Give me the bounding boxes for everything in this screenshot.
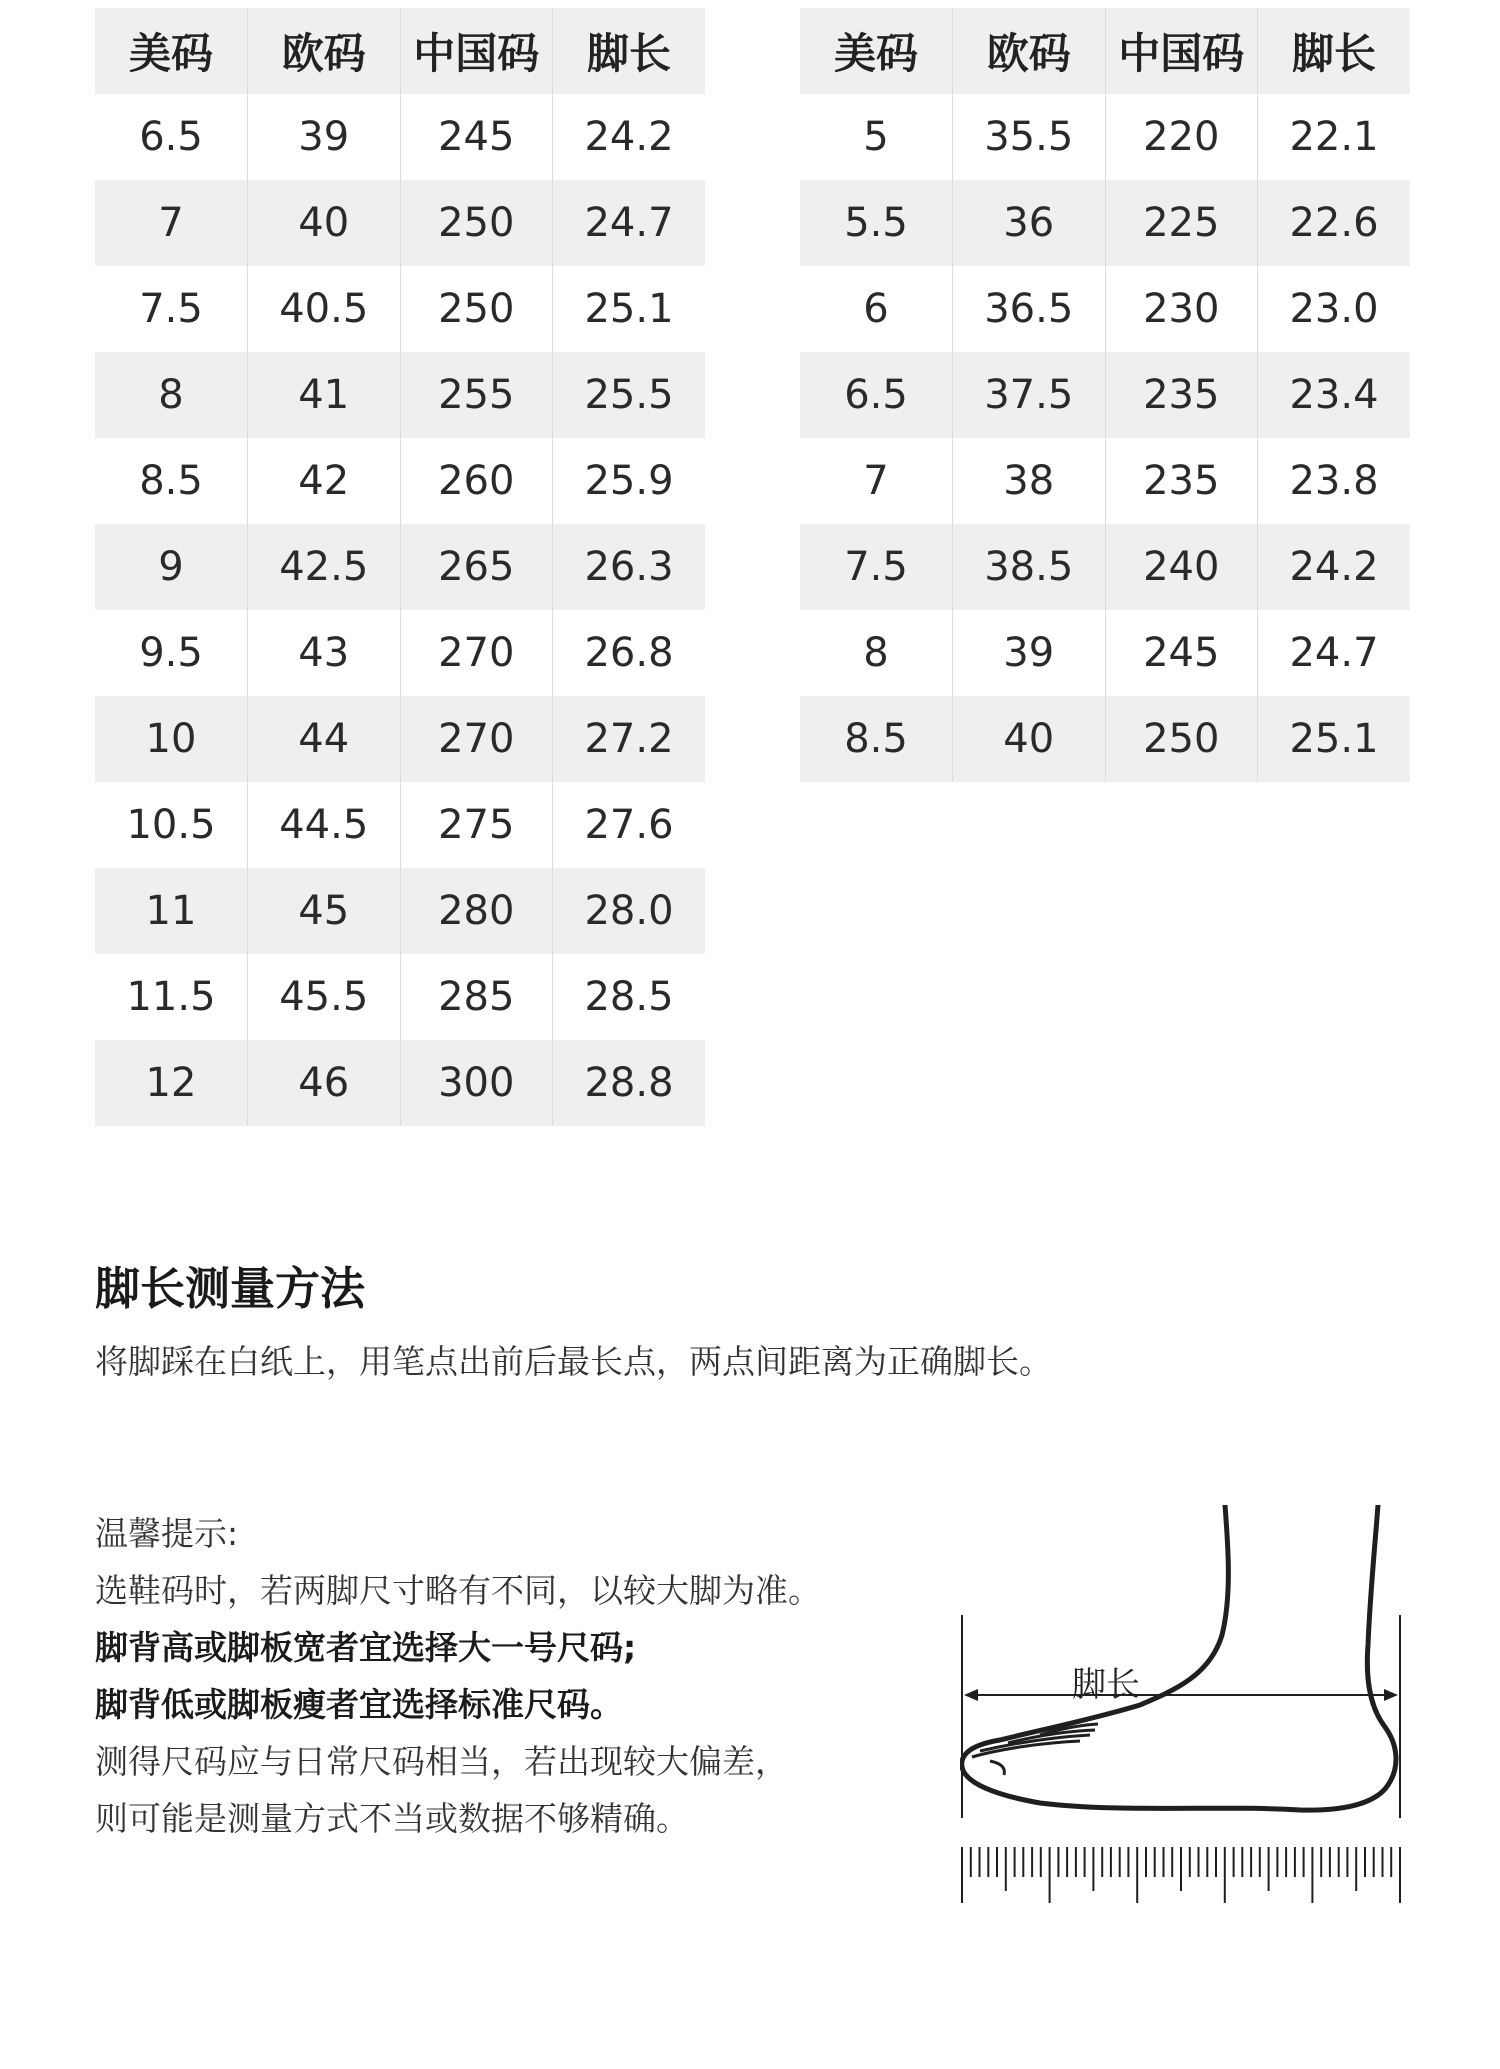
- table-cell: 23.8: [1258, 438, 1411, 524]
- table-cell: 7: [800, 438, 953, 524]
- table-cell: 24.7: [553, 180, 706, 266]
- table-cell: 26.8: [553, 610, 706, 696]
- table-header-row: [95, 8, 705, 94]
- table-cell: 10.5: [95, 782, 248, 868]
- tips-line-3: 脚背低或脚板瘦者宜选择标准尺码。: [95, 1685, 623, 1724]
- foot-measurement-icon: [960, 1505, 1430, 1905]
- table-cell: 25.5: [553, 352, 706, 438]
- table-cell: 235: [1105, 438, 1258, 524]
- table-row: [95, 180, 705, 266]
- table-row: [95, 782, 705, 868]
- tips-line-1: 选鞋码时，若两脚尺寸略有不同，以较大脚为准。: [95, 1571, 821, 1610]
- table-row: [800, 610, 1410, 696]
- table-cell: 45.5: [248, 954, 401, 1040]
- table-cell: 8: [800, 610, 953, 696]
- column-header: 中国码: [400, 8, 553, 94]
- table-cell: 280: [400, 868, 553, 954]
- table-cell: 9: [95, 524, 248, 610]
- table-cell: 270: [400, 696, 553, 782]
- table-row: [95, 352, 705, 438]
- table-row: [800, 94, 1410, 180]
- table-row: [95, 954, 705, 1040]
- table-cell: 245: [400, 94, 553, 180]
- table-cell: 40.5: [248, 266, 401, 352]
- column-header: 脚长: [1258, 8, 1411, 94]
- table-cell: 7.5: [95, 266, 248, 352]
- table-cell: 24.2: [1258, 524, 1411, 610]
- table-row: [800, 266, 1410, 352]
- table-cell: 25.9: [553, 438, 706, 524]
- table-cell: 7: [95, 180, 248, 266]
- table-row: [800, 352, 1410, 438]
- table-row: [95, 696, 705, 782]
- table-cell: 225: [1105, 180, 1258, 266]
- column-header: 脚长: [553, 8, 706, 94]
- table-cell: 270: [400, 610, 553, 696]
- table-cell: 260: [400, 438, 553, 524]
- table-cell: 44: [248, 696, 401, 782]
- size-table-women: [800, 8, 1410, 782]
- table-row: [800, 180, 1410, 266]
- table-row: [95, 1040, 705, 1126]
- table-cell: 255: [400, 352, 553, 438]
- table-cell: 42.5: [248, 524, 401, 610]
- table-row: [95, 266, 705, 352]
- table-cell: 6: [800, 266, 953, 352]
- table-cell: 22.1: [1258, 94, 1411, 180]
- tips-line-5: 则可能是测量方式不当或数据不够精确。: [95, 1799, 689, 1838]
- table-cell: 25.1: [553, 266, 706, 352]
- ruler: [962, 1847, 1400, 1903]
- column-header: 美码: [95, 8, 248, 94]
- table-row: [800, 438, 1410, 524]
- size-table-men: [95, 8, 705, 1126]
- table-cell: 36.5: [953, 266, 1106, 352]
- table-cell: 27.6: [553, 782, 706, 868]
- table-cell: 28.8: [553, 1040, 706, 1126]
- table-row: [95, 610, 705, 696]
- tips-title: 温馨提示:: [95, 1514, 239, 1553]
- table-cell: 38.5: [953, 524, 1106, 610]
- table-cell: 36: [953, 180, 1106, 266]
- table-cell: 250: [400, 180, 553, 266]
- table-cell: 9.5: [95, 610, 248, 696]
- table-cell: 220: [1105, 94, 1258, 180]
- table-cell: 35.5: [953, 94, 1106, 180]
- table-cell: 22.6: [1258, 180, 1411, 266]
- table-row: [800, 524, 1410, 610]
- table-cell: 250: [400, 266, 553, 352]
- table-cell: 28.5: [553, 954, 706, 1040]
- table-cell: 28.0: [553, 868, 706, 954]
- table-cell: 24.2: [553, 94, 706, 180]
- table-cell: 300: [400, 1040, 553, 1126]
- table-cell: 5.5: [800, 180, 953, 266]
- table-cell: 8.5: [800, 696, 953, 782]
- table-cell: 43: [248, 610, 401, 696]
- table-cell: 40: [248, 180, 401, 266]
- table-body: [95, 94, 705, 1126]
- table-cell: 44.5: [248, 782, 401, 868]
- table-cell: 245: [1105, 610, 1258, 696]
- table-body: [800, 94, 1410, 782]
- tips-line-4: 测得尺码应与日常尺码相当，若出现较大偏差，: [95, 1742, 788, 1781]
- table-cell: 250: [1105, 696, 1258, 782]
- foot-outline: [962, 1505, 1396, 1810]
- table-cell: 45: [248, 868, 401, 954]
- table-cell: 46: [248, 1040, 401, 1126]
- table-cell: 39: [248, 94, 401, 180]
- table-row: [95, 94, 705, 180]
- table-cell: 24.7: [1258, 610, 1411, 696]
- measure-description: 将脚踩在白纸上，用笔点出前后最长点，两点间距离为正确脚长。: [95, 1342, 1052, 1381]
- measure-title: 脚长测量方法: [95, 1262, 366, 1315]
- table-cell: 39: [953, 610, 1106, 696]
- table-cell: 26.3: [553, 524, 706, 610]
- table-cell: 12: [95, 1040, 248, 1126]
- table-cell: 37.5: [953, 352, 1106, 438]
- column-header: 欧码: [248, 8, 401, 94]
- table-cell: 235: [1105, 352, 1258, 438]
- table-cell: 7.5: [800, 524, 953, 610]
- table-row: [95, 868, 705, 954]
- table-cell: 23.4: [1258, 352, 1411, 438]
- table-cell: 275: [400, 782, 553, 868]
- table-cell: 8: [95, 352, 248, 438]
- table-cell: 11: [95, 868, 248, 954]
- table-cell: 42: [248, 438, 401, 524]
- table-cell: 6.5: [800, 352, 953, 438]
- table-cell: 230: [1105, 266, 1258, 352]
- column-header: 美码: [800, 8, 953, 94]
- table-cell: 8.5: [95, 438, 248, 524]
- table-cell: 38: [953, 438, 1106, 524]
- table-row: [95, 438, 705, 524]
- table-cell: 40: [953, 696, 1106, 782]
- table-cell: 25.1: [1258, 696, 1411, 782]
- tips-section: [95, 1505, 955, 1847]
- table-cell: 6.5: [95, 94, 248, 180]
- table-cell: 5: [800, 94, 953, 180]
- table-cell: 23.0: [1258, 266, 1411, 352]
- column-header: 欧码: [953, 8, 1106, 94]
- table-cell: 240: [1105, 524, 1258, 610]
- foot-length-label: 脚长: [1072, 1665, 1140, 1705]
- table-row: [800, 696, 1410, 782]
- column-header: 中国码: [1105, 8, 1258, 94]
- table-cell: 27.2: [553, 696, 706, 782]
- table-cell: 11.5: [95, 954, 248, 1040]
- tips-line-2: 脚背高或脚板宽者宜选择大一号尺码;: [95, 1628, 637, 1667]
- table-cell: 41: [248, 352, 401, 438]
- table-cell: 265: [400, 524, 553, 610]
- table-row: [95, 524, 705, 610]
- table-cell: 285: [400, 954, 553, 1040]
- table-header-row: [800, 8, 1410, 94]
- table-cell: 10: [95, 696, 248, 782]
